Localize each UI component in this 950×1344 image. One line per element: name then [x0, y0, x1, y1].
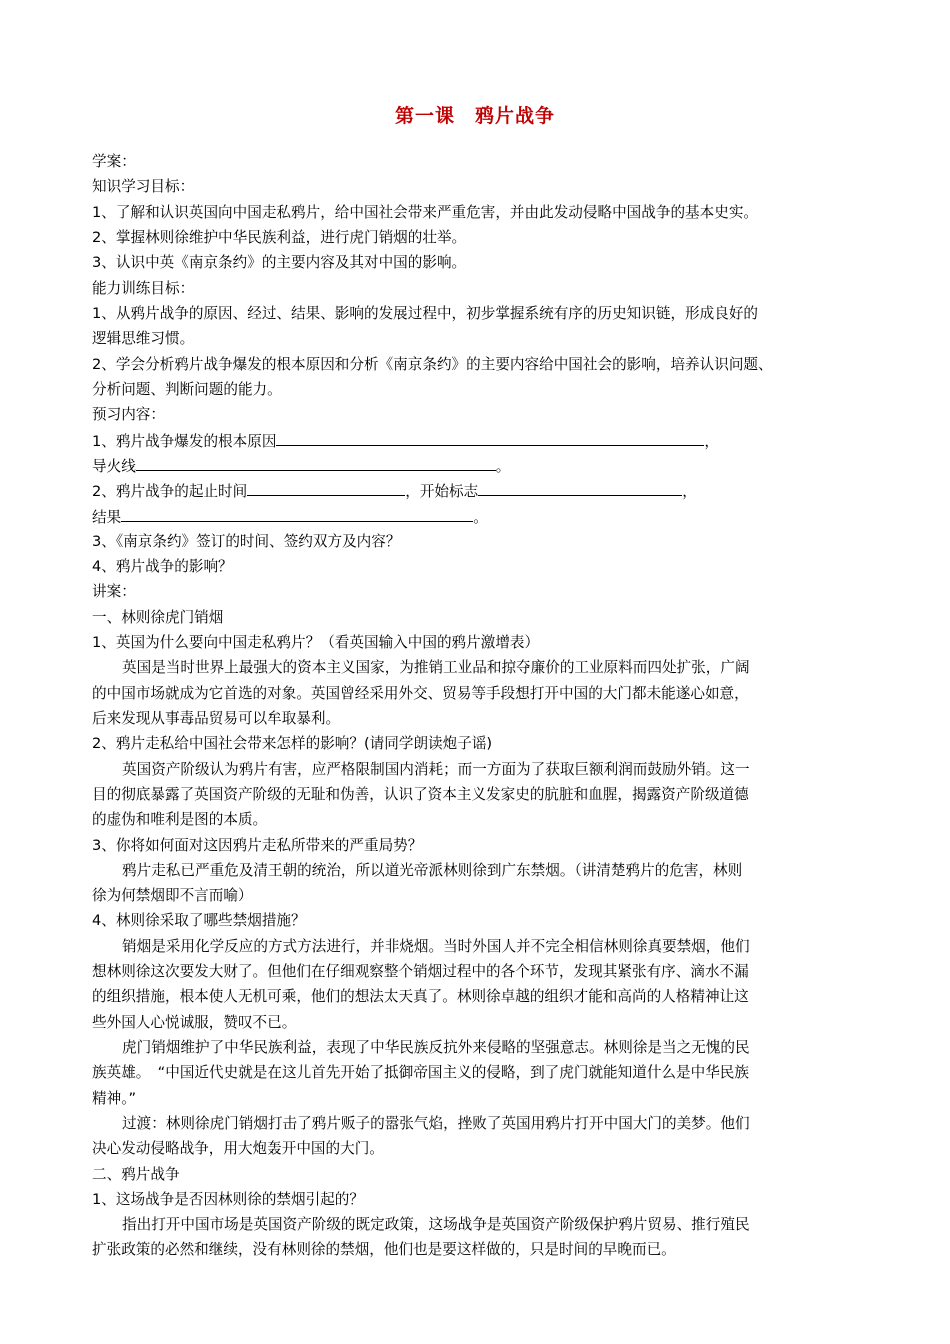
- fill-blank-line: [92, 507, 488, 528]
- fill-punct: ，: [682, 483, 697, 500]
- answer-blank[interactable]: [478, 481, 682, 496]
- text-line: 3、你将如何面对这因鸦片走私所带来的严重局势？: [92, 837, 423, 854]
- paragraph-line: 精神。”: [92, 1090, 137, 1107]
- text-line: 1、英国为什么要向中国走私鸦片？（看英国输入中国的鸦片激增表）: [92, 634, 540, 651]
- fill-label: 2、鸦片战争的起止时间: [92, 483, 248, 500]
- paragraph-line: 英国资产阶级认为鸦片有害，应严格限制国内消耗；而一方面为了获取巨额利润而鼓励外销。这一: [122, 761, 750, 778]
- answer-blank[interactable]: [136, 456, 496, 471]
- text-line: 2、掌握林则徐维护中华民族利益，进行虎门销烟的壮举。: [92, 229, 467, 246]
- paragraph-line: 英国是当时世界上最强大的资本主义国家，为推销工业品和掠夺廉价的工业原料而四处扩张，广阔: [122, 659, 750, 676]
- text-line: 2、学会分析鸦片战争爆发的根本原因和分析《南京条约》的主要内容给中国社会的影响，培养认识问题、: [92, 356, 773, 373]
- text-line: 知识学习目标：: [92, 178, 195, 195]
- fill-blank-line: [92, 431, 719, 452]
- text-line: 分析问题、判断问题的能力。: [92, 381, 282, 398]
- fill-punct: 。: [495, 458, 511, 475]
- paragraph-line: 徐为何禁烟即不言而喻）: [92, 887, 253, 904]
- answer-blank[interactable]: [121, 507, 473, 522]
- paragraph-line: 过渡：林则徐虎门销烟打击了鸦片贩子的嚣张气焰，挫败了英国用鸦片打开中国大门的美梦。他们: [122, 1115, 750, 1132]
- paragraph-line: 族英雄。 “中国近代史就是在这儿首先开始了抵御帝国主义的侵略，到了虎门就能知道什么是中华民族: [92, 1064, 749, 1081]
- paragraph-line: 指出打开中国市场是英国资产阶级的既定政策，这场战争是英国资产阶级保护鸦片贸易、推行殖民: [122, 1216, 750, 1233]
- answer-blank[interactable]: [276, 431, 704, 446]
- text-line: 1、从鸦片战争的原因、经过、结果、影响的发展过程中，初步掌握系统有序的历史知识链，形成良好的: [92, 305, 759, 322]
- paragraph-line: 决心发动侵略战争，用大炮轰开中国的大门。: [92, 1140, 384, 1157]
- paragraph-line: 想林则徐这次要发大财了。但他们在仔细观察整个销烟过程中的各个环节，发现其紧张有序、滴水不漏: [92, 963, 749, 980]
- paragraph-line: 虎门销烟维护了中华民族利益，表现了中华民族反抗外来侵略的坚强意志。林则徐是当之无愧的民: [122, 1039, 750, 1056]
- paragraph-line: 的虚伪和唯利是图的本质。: [92, 811, 268, 828]
- text-line: 4、林则徐采取了哪些禁烟措施？: [92, 912, 306, 929]
- fill-punct: ，: [704, 433, 720, 450]
- text-line: 能力训练目标：: [92, 280, 195, 297]
- text-line: 预习内容：: [92, 406, 165, 423]
- paragraph-line: 的组织措施，根本使人无机可乘，他们的想法太天真了。林则徐卓越的组织才能和高尚的人格精神让这: [92, 988, 749, 1005]
- text-line: 1、这场战争是否因林则徐的禁烟引起的？: [92, 1191, 364, 1208]
- paragraph-line: 销烟是采用化学反应的方式方法进行，并非烧烟。当时外国人并不完全相信林则徐真要禁烟，他们: [122, 938, 750, 955]
- section-heading: 二、鸦片战争: [92, 1166, 180, 1183]
- text-line: 2、鸦片走私给中国社会带来怎样的影响？(请同学朗读炮子谣): [92, 735, 493, 752]
- paragraph-line: 目的彻底暴露了英国资产阶级的无耻和伪善，认识了资本主义发家史的肮脏和血腥，揭露资产阶级道德: [92, 786, 749, 803]
- paragraph-line: 后来发现从事毒品贸易可以牟取暴利。: [92, 710, 341, 727]
- text-line: 逻辑思维习惯。: [92, 330, 195, 347]
- fill-label: 导火线: [92, 458, 136, 475]
- lesson-title: 第一课 鸦片战争: [394, 105, 555, 127]
- answer-blank[interactable]: [247, 481, 405, 496]
- paragraph-line: 些外国人心悦诚服，赞叹不已。: [92, 1014, 297, 1031]
- fill-blank-line: [92, 456, 510, 477]
- fill-label: 1、鸦片战争爆发的根本原因: [92, 433, 277, 450]
- fill-blank-line: [92, 481, 697, 502]
- text-line: 3、认识中英《南京条约》的主要内容及其对中国的影响。: [92, 254, 467, 271]
- text-line: 4、鸦片战争的影响？: [92, 558, 233, 575]
- text-line: 讲案：: [92, 583, 136, 600]
- text-line: 学案：: [92, 153, 136, 170]
- text-line: 3、《南京条约》签订的时间、签约双方及内容？: [92, 533, 401, 550]
- text-line: 一、林则徐虎门销烟: [92, 609, 224, 626]
- paragraph-line: 的中国市场就成为它首选的对象。英国曾经采用外交、贸易等手段想打开中国的大门都未能遂心如意，: [92, 685, 749, 702]
- fill-label: ，开始标志: [405, 483, 479, 500]
- paragraph-line: 鸦片走私已严重危及清王朝的统治，所以道光帝派林则徐到广东禁烟。（讲清楚鸦片的危害，林则: [122, 862, 743, 879]
- text-line: 1、了解和认识英国向中国走私鸦片，给中国社会带来严重危害，并由此发动侵略中国战争的基本史实。: [92, 204, 759, 221]
- fill-label: 结果: [92, 509, 122, 526]
- fill-punct: 。: [473, 509, 488, 526]
- paragraph-line: 扩张政策的必然和继续，没有林则徐的禁烟，他们也是要这样做的，只是时间的早晚而已。: [92, 1241, 676, 1258]
